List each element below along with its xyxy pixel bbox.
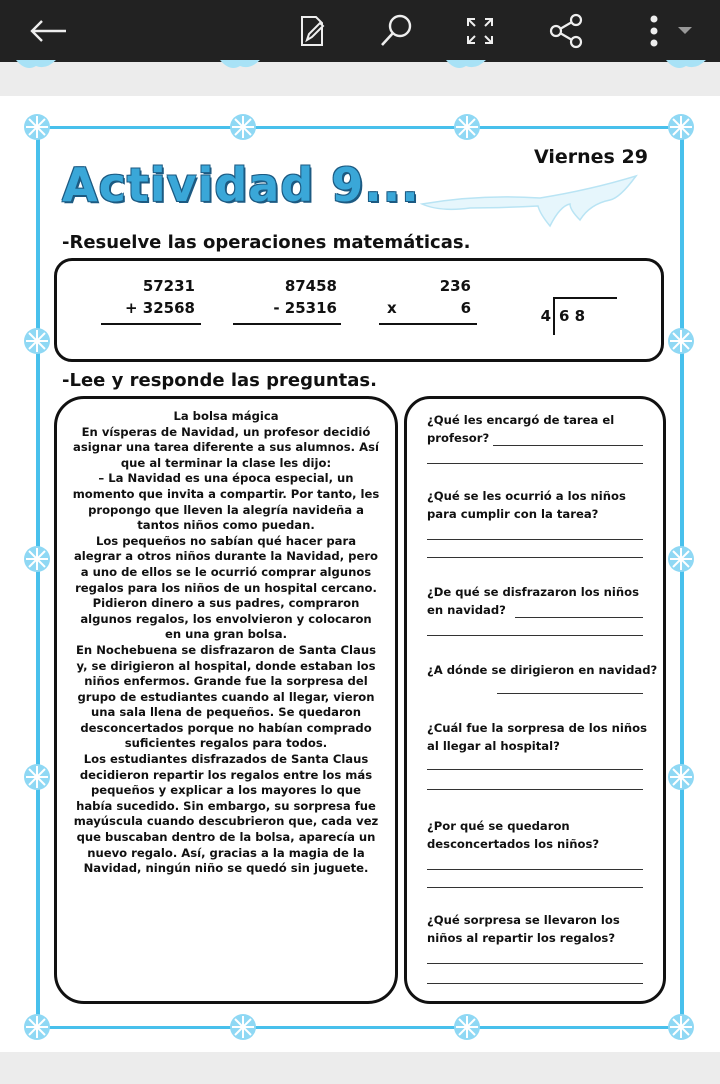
snowflake-icon (22, 326, 52, 356)
answer-line[interactable] (427, 963, 643, 964)
story-paragraph: Los pequeños no sabían qué hacer para alegrar a otros niños durante la Navidad, pero a uno de ellos se le ocurrió comprar algunos regalos para los niños de un hospital cercano. Pidieron dinero a sus padres, compraron algunos regalos, los envolvieron y colocaron en una gran bolsa. (73, 533, 378, 642)
more-icon[interactable] (640, 0, 668, 62)
question-7: ¿Qué sorpresa se llevaron los niños al repartir los regalos? (427, 913, 620, 945)
story-paragraph: – La Navidad es una época especial, un momento que invita a compartir. Por tanto, les propongo que lleven la alegría navideña a tantos niños como puedan. (72, 471, 380, 533)
answer-line[interactable] (427, 869, 643, 870)
multiplication-bottom: 6 (460, 299, 471, 317)
ice-decoration (220, 60, 260, 72)
ice-decoration (16, 60, 56, 72)
answer-line[interactable] (427, 539, 643, 540)
division-divisor: 4 (540, 307, 551, 325)
page-gap-bottom (0, 1052, 720, 1084)
subtraction-top: 87458 (284, 277, 337, 295)
page-title: Actividad 9... (62, 158, 420, 212)
multiplication-line (379, 323, 477, 325)
answer-line[interactable] (497, 693, 643, 694)
snowflake-icon (666, 544, 696, 574)
answer-line[interactable] (427, 635, 643, 636)
answer-line[interactable] (427, 789, 643, 790)
answer-line[interactable] (427, 769, 643, 770)
answer-line[interactable] (427, 557, 643, 558)
multiplication-sign: x (387, 299, 397, 317)
question-4: ¿A dónde se dirigieron en navidad? (427, 663, 658, 677)
question-1: ¿Qué les encargó de tarea el profesor? (427, 413, 615, 445)
fullscreen-icon[interactable] (460, 0, 500, 62)
section-heading-reading: -Lee y responde las preguntas. (62, 370, 377, 391)
frame-bottom-line (40, 1026, 680, 1029)
section-heading-math: -Resuelve las operaciones matemáticas. (62, 232, 471, 253)
story-paragraph: En vísperas de Navidad, un profesor decidió asignar una tarea diferente a sus alumnos. Así que al terminar la clase les dijo: (73, 424, 379, 470)
question-5: ¿Cuál fue la sorpresa de los niños al llegar al hospital? (427, 721, 647, 753)
date-label: Viernes 29 (534, 146, 648, 168)
question-2: ¿Qué se les ocurrió a los niños para cumplir con la tarea? (427, 489, 626, 521)
snowflake-icon (22, 112, 52, 142)
snowflake-icon (228, 112, 258, 142)
answer-line[interactable] (515, 617, 643, 618)
subtraction-line (233, 323, 341, 325)
snowflake-icon (666, 112, 696, 142)
app-toolbar (0, 0, 720, 62)
snowflake-icon (666, 1012, 696, 1042)
snowflake-icon (22, 1012, 52, 1042)
story-box (54, 396, 398, 1004)
subtraction-bottom: - 25316 (273, 299, 337, 317)
multiplication-top: 236 (439, 277, 471, 295)
answer-line[interactable] (427, 983, 643, 984)
division-dividend: 6 8 (559, 307, 586, 325)
division-top-line (553, 297, 617, 299)
addition-top: 57231 (142, 277, 195, 295)
answer-line[interactable] (427, 887, 643, 888)
snowflake-icon (666, 326, 696, 356)
ice-decoration (666, 60, 706, 72)
question-3: ¿De qué se disfrazaron los niños en navidad? (427, 585, 640, 617)
ice-decoration (446, 60, 486, 72)
questions-box (404, 396, 666, 1004)
back-arrow-icon[interactable] (24, 0, 72, 62)
snowflake-icon (452, 1012, 482, 1042)
share-icon[interactable] (546, 0, 586, 62)
story-paragraph: En Nochebuena se disfrazaron de Santa Claus y, se dirigieron al hospital, donde estaban los niños enfermos. Grande fue la sorpresa del grupo de estudiantes cuando al llegar, vieron una sala llena de pequeños. Se quedaron desconcertados porque no habían comprado suficientes regalos para todos. (76, 642, 376, 751)
snowflake-icon (22, 544, 52, 574)
dropdown-icon[interactable] (672, 0, 698, 62)
story-paragraph: Los estudiantes disfrazados de Santa Claus decidieron repartir los regalos entre los más pequeños y explicar a los mayores lo que había sucedido. Sin embargo, su sorpresa fue mayúscula cuando descubrieron que, cada vez que buscaban dentro de la bolsa, aparecía un nuevo regalo. Así, gracias a la magia de la Navidad, ningún niño se quedó sin juguete. (73, 752, 379, 876)
question-6: ¿Por qué se quedaron desconcertados los niños? (427, 819, 600, 851)
frame-right-line (680, 126, 684, 1026)
search-icon[interactable] (376, 0, 416, 62)
addition-bottom: + 32568 (125, 299, 195, 317)
addition-line (101, 323, 201, 325)
edit-icon[interactable] (292, 0, 332, 62)
story-title: La bolsa mágica (173, 409, 279, 423)
snow-drip-decoration (420, 164, 640, 234)
snowflake-icon (452, 112, 482, 142)
snowflake-icon (22, 762, 52, 792)
answer-line[interactable] (493, 445, 643, 446)
answer-line[interactable] (427, 463, 643, 464)
frame-left-line (36, 126, 40, 1026)
snowflake-icon (228, 1012, 258, 1042)
snowflake-icon (666, 762, 696, 792)
math-operations-box (54, 258, 664, 362)
worksheet-page (0, 96, 720, 1052)
page-gap (0, 62, 720, 96)
division-side-line (553, 297, 555, 335)
frame-top-line (40, 126, 680, 129)
